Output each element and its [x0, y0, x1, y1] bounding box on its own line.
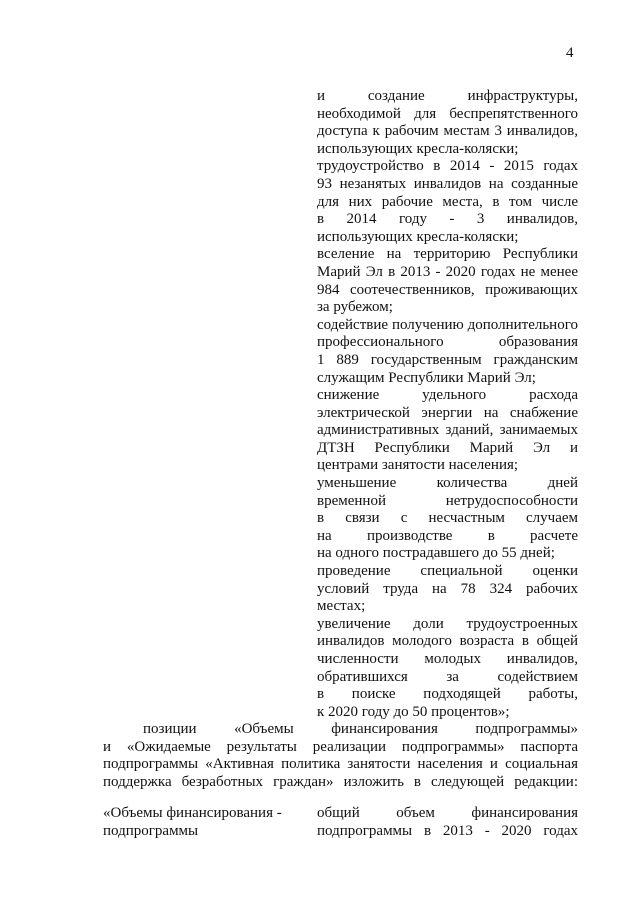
- text-line: в 2014 году - 3 инвалидов,: [317, 211, 578, 228]
- text-line: использующих кресла-коляски;: [317, 228, 519, 245]
- amendment-paragraph: [103, 721, 578, 791]
- text-line: вселение на территорию Республики: [317, 246, 578, 263]
- funding-table-start: [103, 805, 578, 840]
- text-line: 1 889 государственным гражданским: [317, 351, 578, 368]
- text-line: использующих кресла-коляски;: [317, 140, 519, 157]
- text-line: трудоустройство в 2014 - 2015 годах: [317, 158, 578, 175]
- text-line: временной нетрудоспособности: [317, 492, 578, 509]
- table-label-line: подпрограммы: [103, 822, 199, 839]
- text-line: обратившихся за содействием: [317, 668, 578, 685]
- text-line: на производстве в расчете: [317, 527, 578, 544]
- text-line: местах;: [317, 598, 366, 615]
- text-line: проведение специальной оценки: [317, 563, 578, 580]
- text-line: служащим Республики Марий Эл;: [317, 369, 536, 386]
- text-line: 984 соотечественников, проживающих: [317, 281, 578, 298]
- table-value-line: общий объем финансирования: [317, 805, 578, 821]
- text-line: и создание инфраструктуры,: [317, 88, 578, 104]
- text-line: центрами занятости населения;: [317, 457, 519, 474]
- text-line: Марий Эл в 2013 - 2020 годах не менее: [317, 263, 578, 280]
- text-line: условий труда на 78 324 рабочих: [317, 580, 578, 597]
- text-line: на одного пострадавшего до 55 дней;: [317, 545, 555, 562]
- table-value-line: подпрограммы в 2013 - 2020 годах: [317, 822, 578, 839]
- table-row: [103, 823, 578, 841]
- text-line: доступа к рабочим местам 3 инвалидов,: [317, 123, 578, 140]
- text-line: 93 незанятых инвалидов на созданные: [317, 175, 578, 192]
- text-line: увеличение доли трудоустроенных: [317, 615, 578, 632]
- subprogram-results-text: [317, 88, 578, 721]
- text-line: подпрограммы «Активная политика занятости населения и социальная: [103, 756, 578, 772]
- text-line: содействие получению дополнительного: [317, 316, 578, 333]
- text-line: за рубежом;: [317, 299, 393, 316]
- text-line: электрической энергии на снабжение: [317, 404, 578, 421]
- text-line: и «Ожидаемые результаты реализации подпрограммы» паспорта: [103, 738, 578, 755]
- text-line: инвалидов молодого возраста в общей: [317, 633, 578, 650]
- text-line: уменьшение количества дней: [317, 475, 578, 492]
- text-line: позиции «Объемы финансирования подпрограммы»: [143, 721, 578, 737]
- text-line: численности молодых инвалидов,: [317, 651, 578, 667]
- text-line: необходимой для беспрепятственного: [317, 105, 578, 122]
- text-line: для них рабочие места, в том числе: [317, 193, 578, 210]
- page-number: 4: [566, 45, 574, 61]
- text-line: в поиске подходящей работы,: [317, 686, 578, 703]
- text-line: административных зданий, занимаемых: [317, 422, 578, 439]
- text-line: снижение удельного расхода: [317, 387, 578, 404]
- table-label-line: «Объемы финансирования -: [103, 805, 282, 821]
- text-line: ДТЗН Республики Марий Эл и: [317, 439, 578, 456]
- text-line: поддержка безработных граждан» изложить в следующей редакции:: [103, 773, 578, 790]
- text-line: в связи с несчастным случаем: [317, 510, 578, 527]
- table-row: [103, 805, 578, 823]
- text-line: к 2020 году до 50 процентов»;: [317, 703, 510, 720]
- text-line: профессионального образования: [317, 334, 578, 351]
